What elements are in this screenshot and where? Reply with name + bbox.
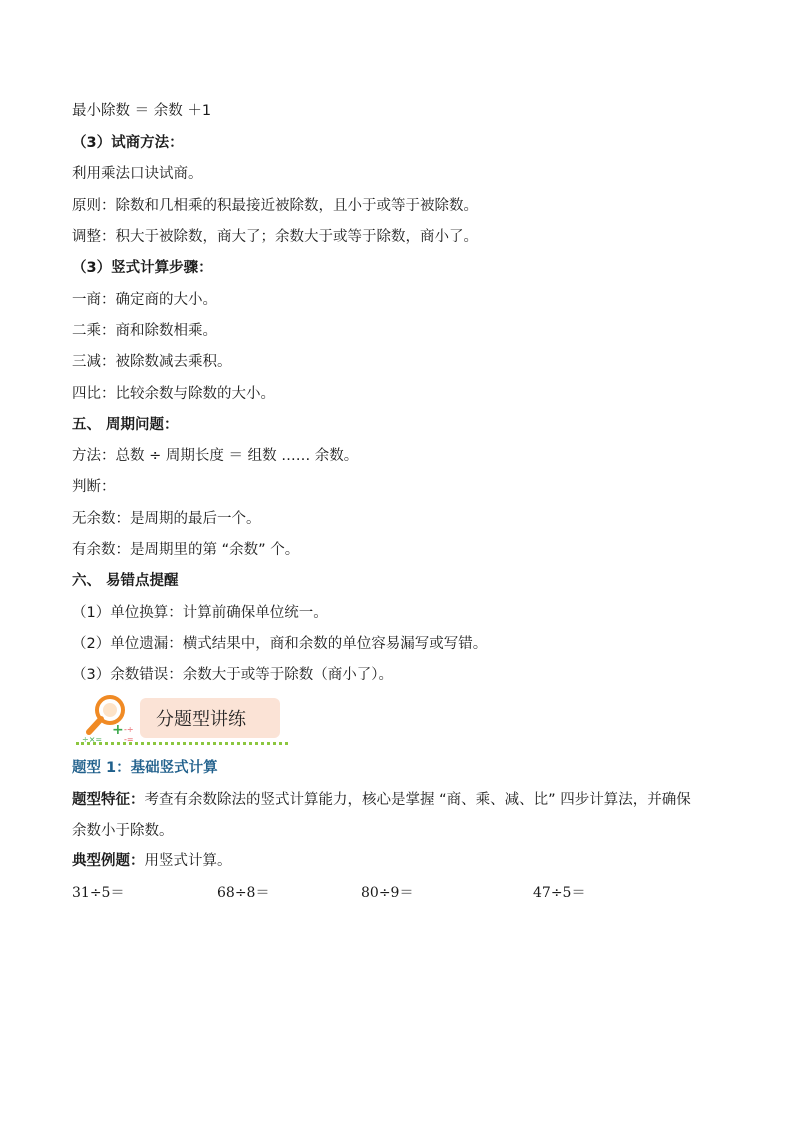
- text-line-error1: （1）单位换算：计算前确保单位统一。: [72, 605, 328, 621]
- svg-text:-÷: -÷: [124, 725, 134, 734]
- text-line-trial-method: 利用乘法口诀试商。: [72, 166, 203, 182]
- text-line-principle: 原则：除数和几相乘的积最接近被除数，且小于或等于被除数。: [72, 198, 478, 214]
- example-line: [72, 851, 734, 871]
- question-item: 68÷8＝: [217, 885, 270, 901]
- section-banner: [76, 690, 296, 748]
- svg-text:÷×=: ÷×=: [82, 735, 103, 744]
- text-line-step1: 一商：确定商的大小。: [72, 292, 217, 308]
- text-line-error2: （2）单位遗漏：横式结果中，商和余数的单位容易漏写或写错。: [72, 636, 488, 652]
- question-item: 80÷9＝: [361, 885, 414, 901]
- feature-label: 题型特征：: [72, 792, 145, 808]
- banner-title: 分题型讲练: [156, 709, 246, 730]
- text-line-period-method: 方法：总数 ÷ 周期长度 ＝ 组数 …… 余数。: [72, 448, 359, 464]
- text-line-no-remainder: 无余数：是周期的最后一个。: [72, 511, 261, 527]
- heading-vertical-steps: （3）竖式计算步骤：: [72, 260, 213, 276]
- text-line-min-divisor: 最小除数 ＝ 余数 ＋1: [72, 103, 212, 119]
- text-line-step3: 三减：被除数减去乘积。: [72, 354, 232, 370]
- type-feature-paragraph: [72, 785, 700, 847]
- example-text: 用竖式计算。: [144, 853, 232, 869]
- text-line-with-remainder: 有余数：是周期里的第 “余数” 个。: [72, 542, 300, 558]
- text-line-error3: （3）余数错误：余数大于或等于除数（商小了）。: [72, 667, 393, 683]
- svg-text:+: +: [112, 722, 124, 738]
- example-label: 典型例题：: [72, 853, 145, 869]
- text-line-step4: 四比：比较余数与除数的大小。: [72, 386, 275, 402]
- heading-period-problems: 五、 周期问题：: [72, 417, 179, 433]
- heading-common-errors: 六、 易错点提醒: [72, 573, 179, 589]
- type-heading: 题型 1：基础竖式计算: [72, 760, 218, 776]
- heading-trial-quotient: （3）试商方法：: [72, 135, 184, 151]
- question-item: 31÷5＝: [72, 885, 125, 901]
- text-line-judge: 判断：: [72, 479, 116, 495]
- magnifier-math-icon: [76, 690, 136, 746]
- text-line-adjust: 调整：积大于被除数，商大了；余数大于或等于除数，商小了。: [72, 229, 478, 245]
- text-line-step2: 二乘：商和除数相乘。: [72, 323, 217, 339]
- svg-text:-=: -=: [124, 735, 134, 744]
- banner-dotted-underline: [76, 742, 288, 745]
- question-item: 47÷5＝: [533, 885, 586, 901]
- feature-text: 考查有余数除法的竖式计算能力，核心是掌握 “商、乘、减、比” 四步计算法，并确保余数小于除数。: [72, 792, 691, 839]
